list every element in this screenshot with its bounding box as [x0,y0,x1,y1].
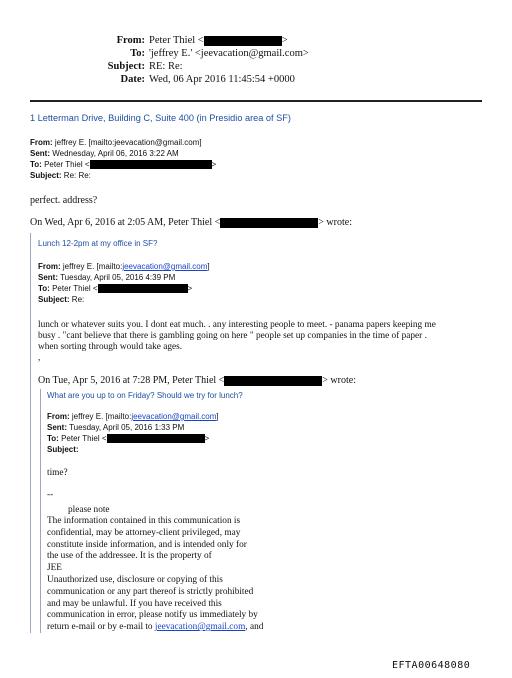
from-label: From: [116,35,145,46]
msg1-sent: Sent: Wednesday, April 06, 2016 3:22 AM [30,149,179,158]
disclaimer: The information contained in this communication is confidential, may be attorney-client privileged, may constitute inside information, and is intended only for the use of the addressee. It is the property of JEE Unauthorized use, disclosure or copying of this communication or any part thereof is strictly prohibited and may be unlawful. If you have received this communication in error, please notify us immediately by return e-mail or by e-mail to jeevacation@gmail.com, and [47,516,264,633]
header-divider [30,100,482,102]
msg3-from: From: jeffrey E. [mailto:jeevacation@gmail.com] [47,412,219,421]
redaction-bar [220,218,318,228]
redaction-bar [224,376,322,386]
from-value: Peter Thiel < > [149,35,288,46]
msg2-wrote: On Tue, Apr 5, 2016 at 7:28 PM, Peter Thiel < > wrote: [38,375,356,386]
email-link[interactable]: jeevacation@gmail.com [122,262,208,271]
msg2-sent: Sent: Tuesday, April 05, 2016 4:39 PM [38,273,176,282]
redaction-bar [204,36,282,46]
msg2-subject: Subject: Re: [38,295,85,304]
email-link[interactable]: jeevacation@gmail.com [131,412,217,421]
msg2-lead: Lunch 12-2pm at my office in SF? [38,239,158,248]
msg3-subject: Subject: [47,445,79,454]
signature-dash: -- [47,490,54,500]
msg3-to: To: Peter Thiel < > [47,434,210,443]
msg2-from: From: jeffrey E. [mailto:jeevacation@gmail.com] [38,262,210,271]
msg1-from: From: jeffrey E. [mailto:jeevacation@gmail.com] [30,138,202,147]
msg2-body: lunch or whatever suits you. I dont eat much. . any interesting people to meet. - panama papers keeping me busy . "cant believe that there is gambling going on here " people set up companies in the time of paper . when sorting through would take ages. , [38,320,436,363]
subject-label: Subject: [107,61,145,72]
subject-value: RE: Re: [149,61,183,72]
msg3-lead: What are you up to on Friday? Should we try for lunch? [47,391,243,400]
quote-bar [30,233,31,633]
address-line: 1 Letterman Drive, Building C, Suite 400 (in Presidio area of SF) [30,113,291,123]
to-label: To: [130,48,145,59]
document-id: EFTA00648080 [392,660,471,671]
redaction-bar [98,284,188,293]
msg3-sent: Sent: Tuesday, April 05, 2016 1:33 PM [47,423,185,432]
redaction-bar [107,434,205,443]
date-label: Date: [120,74,145,85]
msg1-body: perfect. address? [30,195,98,206]
msg2-to: To: Peter Thiel < > [38,284,193,293]
redaction-bar [90,160,212,169]
msg1-subject: Subject: Re: Re: [30,171,91,180]
signature-note: please note [68,505,110,515]
to-value: 'jeffrey E.' <jeevacation@gmail.com> [149,48,309,59]
msg1-to: To: Peter Thiel < > [30,160,217,169]
email-link[interactable]: jeevacation@gmail.com [154,622,246,633]
date-value: Wed, 06 Apr 2016 11:45:54 +0000 [149,74,295,85]
msg3-body: time? [47,468,68,478]
msg1-wrote: On Wed, Apr 6, 2016 at 2:05 AM, Peter Thiel < > wrote: [30,217,352,228]
quote-bar-nested [40,389,41,633]
